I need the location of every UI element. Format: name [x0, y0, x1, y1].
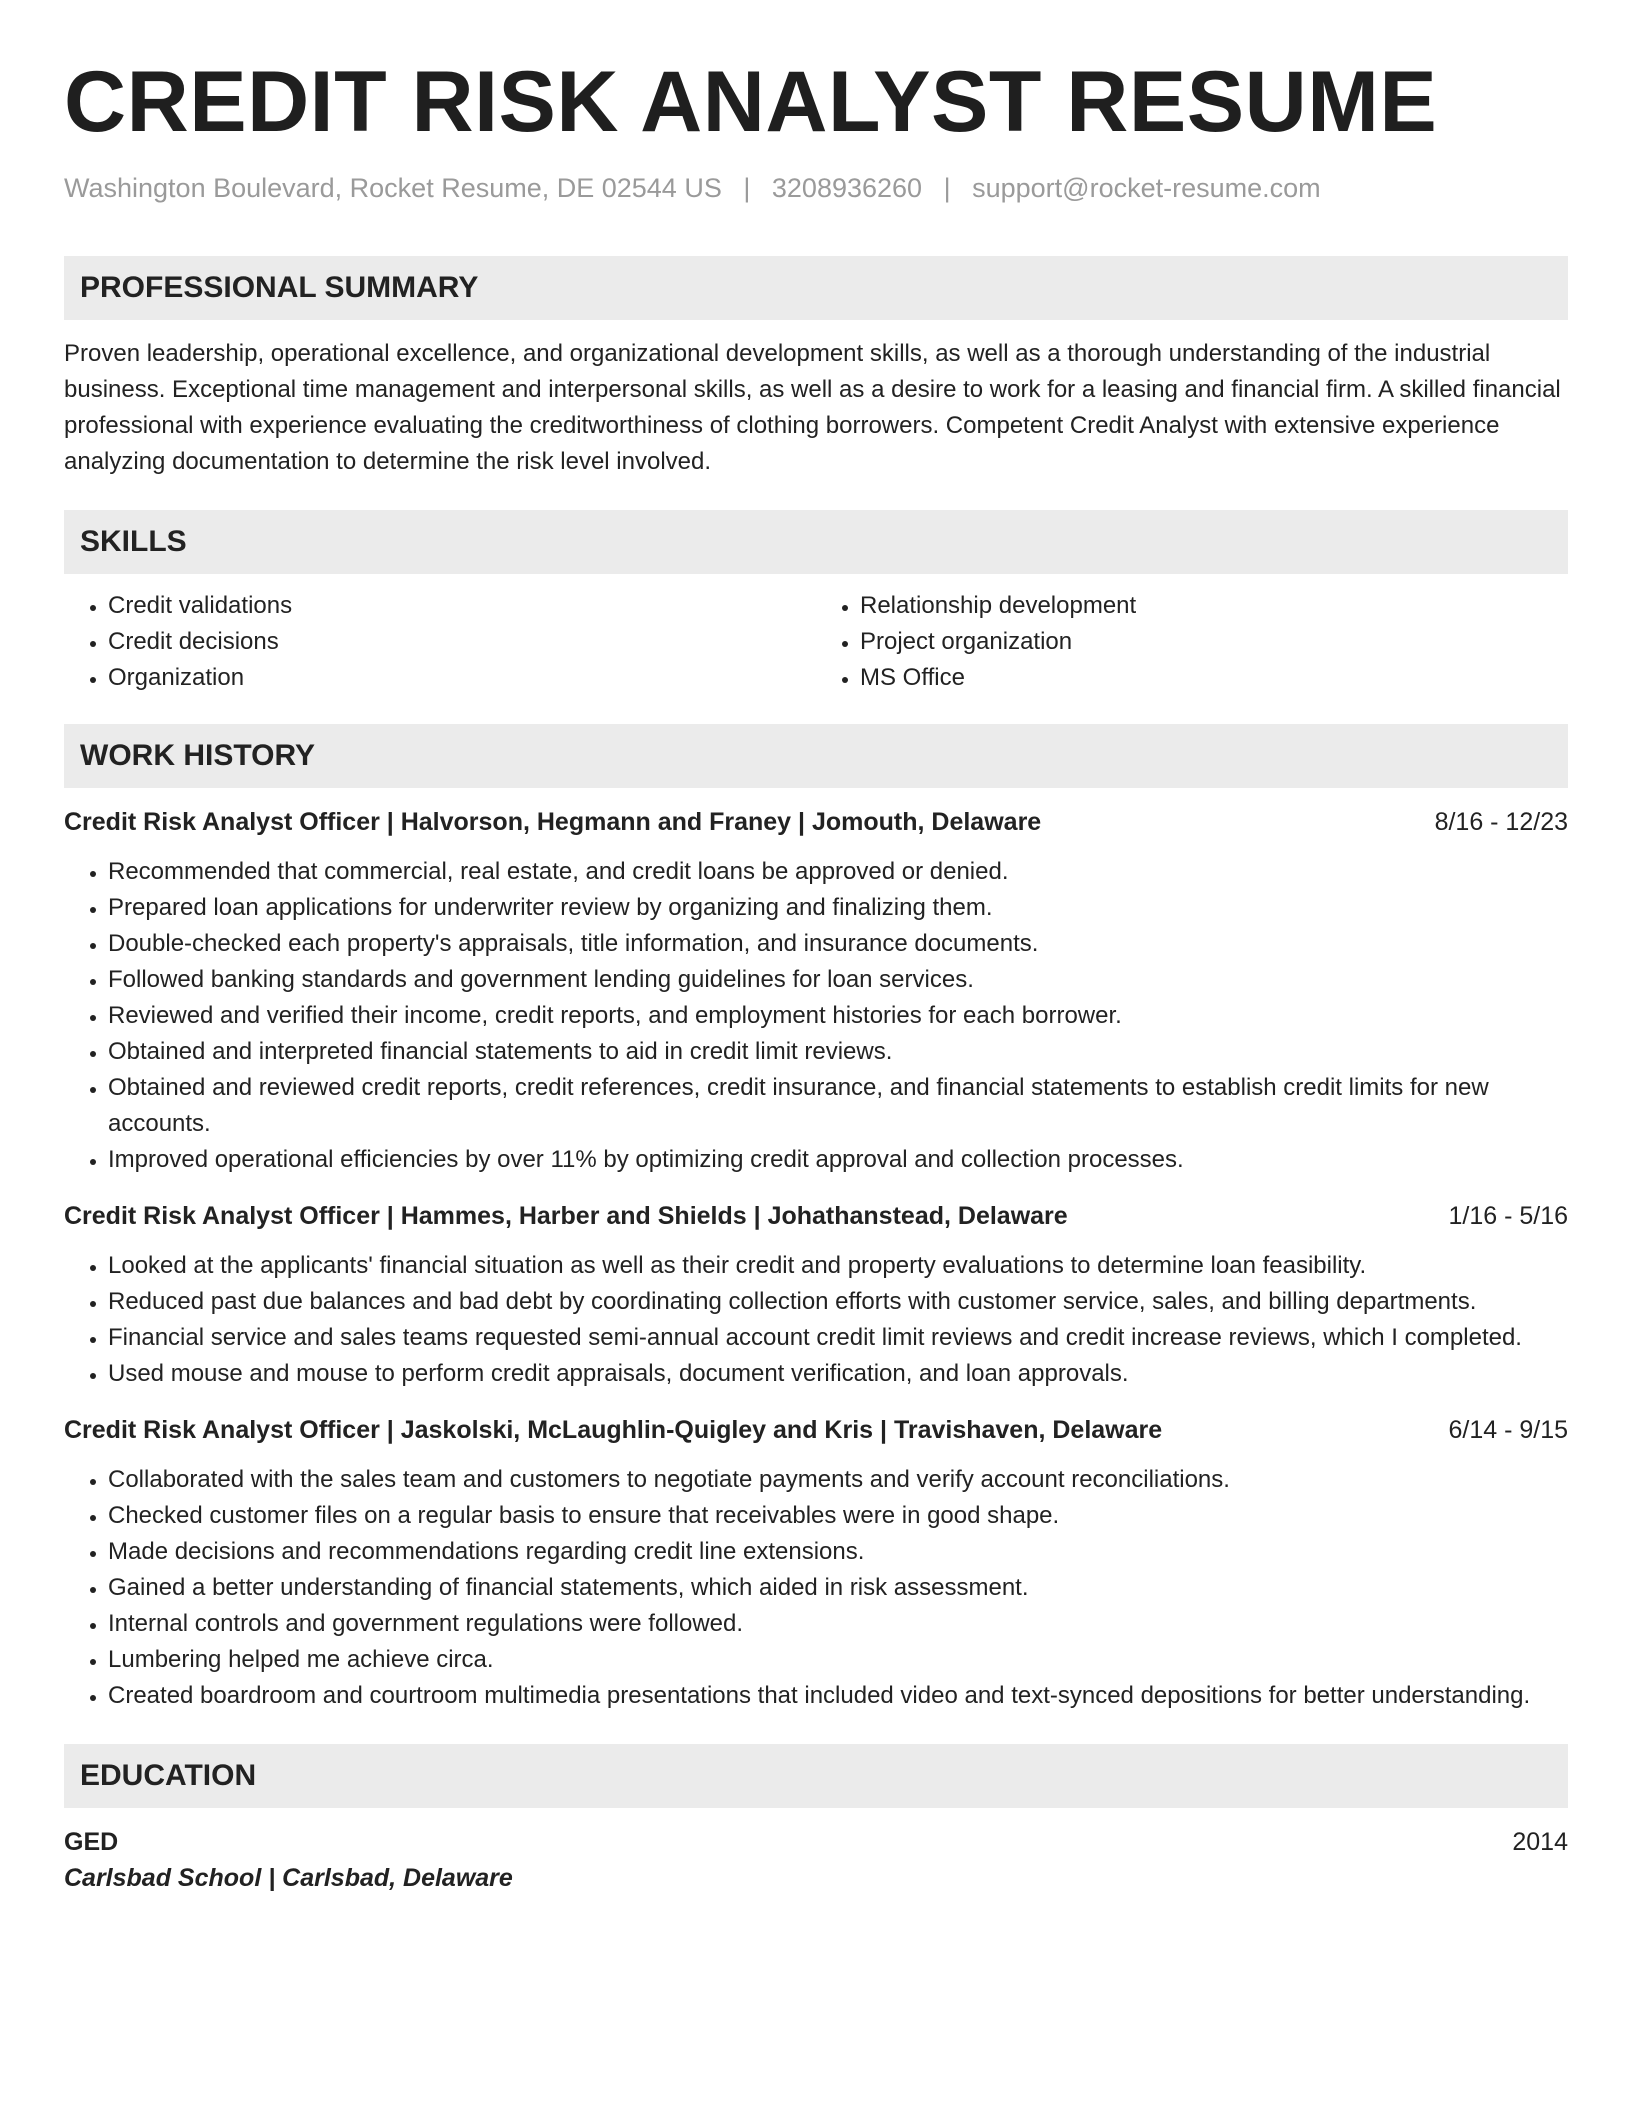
job-header [64, 804, 1568, 840]
skill-item: • Relationship development [860, 588, 1568, 624]
education-heading: EDUCATION [64, 1744, 1568, 1808]
job-bullets [64, 1462, 1568, 1714]
job-bullet: • Obtained and interpreted financial statements to aid in credit limit reviews. [108, 1034, 1568, 1070]
job-header [64, 1412, 1568, 1448]
job-bullet: • Gained a better understanding of financial statements, which aided in risk assessment. [108, 1570, 1568, 1606]
job-bullet: • Obtained and reviewed credit reports, credit references, credit insurance, and financial statements to establish credit limits for new accounts. [108, 1070, 1568, 1142]
job-bullet: • Followed banking standards and government lending guidelines for loan services. [108, 962, 1568, 998]
job-title: Credit Risk Analyst Officer | Hammes, Harber and Shields | Johathanstead, Delaware [64, 1202, 1068, 1230]
skills-heading: SKILLS [64, 510, 1568, 574]
skills-column-left [64, 588, 816, 696]
skill-item: • Organization [108, 660, 816, 696]
job-dates: 1/16 - 5/16 [1448, 1202, 1568, 1230]
job-bullet: • Financial service and sales teams requested semi-annual account credit limit reviews and credit increase reviews, which I completed. [108, 1320, 1568, 1356]
education-school: Carlsbad School | Carlsbad, Delaware [64, 1864, 513, 1892]
job-bullet: • Prepared loan applications for underwriter review by organizing and finalizing them. [108, 890, 1568, 926]
job-entry [64, 1412, 1568, 1714]
job-bullet: • Double-checked each property's appraisals, title information, and insurance documents. [108, 926, 1568, 962]
summary-text: Proven leadership, operational excellence, and organizational development skills, as well as a thorough understanding of the industrial business. Exceptional time management and interpersonal skills, as well as a desire to work for a leasing and financial firm. A skilled financial professional with experience evaluating the creditworthiness of clothing borrowers. Competent Credit Analyst with extensive experience analyzing documentation to determine the risk level involved. [64, 340, 1561, 475]
skills-grid [64, 588, 1568, 696]
contact-email: support@rocket-resume.com [972, 173, 1321, 203]
skills-column-right [816, 588, 1568, 696]
job-bullet: • Recommended that commercial, real estate, and credit loans be approved or denied. [108, 854, 1568, 890]
contact-line [64, 170, 1568, 206]
job-bullet: • Reviewed and verified their income, credit reports, and employment histories for each borrower. [108, 998, 1568, 1034]
contact-address: Washington Boulevard, Rocket Resume, DE 02544 US [64, 173, 722, 203]
job-bullet: • Reduced past due balances and bad debt by coordinating collection efforts with customer service, sales, and billing departments. [108, 1284, 1568, 1320]
job-header [64, 1198, 1568, 1234]
skill-item: • MS Office [860, 660, 1568, 696]
job-bullet: • Internal controls and government regulations were followed. [108, 1606, 1568, 1642]
job-entry [64, 1198, 1568, 1392]
education-year: 2014 [1512, 1828, 1568, 1856]
job-title: Credit Risk Analyst Officer | Halvorson, Hegmann and Franey | Jomouth, Delaware [64, 808, 1042, 836]
job-bullet: • Collaborated with the sales team and customers to negotiate payments and verify account reconciliations. [108, 1462, 1568, 1498]
skill-item: • Credit decisions [108, 624, 816, 660]
contact-phone: 3208936260 [771, 173, 923, 203]
summary-heading: PROFESSIONAL SUMMARY [64, 256, 1568, 320]
job-entry [64, 804, 1568, 1178]
job-bullet: • Made decisions and recommendations regarding credit line extensions. [108, 1534, 1568, 1570]
contact-separator: | [943, 173, 951, 203]
skill-item: • Project organization [860, 624, 1568, 660]
job-bullet: • Created boardroom and courtroom multimedia presentations that included video and text-synced depositions for better understanding. [108, 1678, 1568, 1714]
education-header [64, 1824, 1568, 1860]
job-bullet: • Looked at the applicants' financial situation as well as their credit and property evaluations to determine loan feasibility. [108, 1248, 1568, 1284]
skill-item: • Credit validations [108, 588, 816, 624]
resume-title: CREDIT RISK ANALYST RESUME [64, 54, 1438, 150]
job-bullets [64, 1248, 1568, 1392]
job-title: Credit Risk Analyst Officer | Jaskolski, McLaughlin-Quigley and Kris | Travishaven, Delaware [64, 1416, 1163, 1444]
job-bullets [64, 854, 1568, 1178]
contact-separator: | [743, 173, 751, 203]
job-bullet: • Checked customer files on a regular basis to ensure that receivables were in good shape. [108, 1498, 1568, 1534]
education-degree: GED [64, 1828, 119, 1856]
job-dates: 6/14 - 9/15 [1448, 1416, 1568, 1444]
job-bullet: • Lumbering helped me achieve circa. [108, 1642, 1568, 1678]
job-dates: 8/16 - 12/23 [1434, 808, 1568, 836]
job-bullet: • Improved operational efficiencies by over 11% by optimizing credit approval and collection processes. [108, 1142, 1568, 1178]
work-history-heading: WORK HISTORY [64, 724, 1568, 788]
job-bullet: • Used mouse and mouse to perform credit appraisals, document verification, and loan approvals. [108, 1356, 1568, 1392]
